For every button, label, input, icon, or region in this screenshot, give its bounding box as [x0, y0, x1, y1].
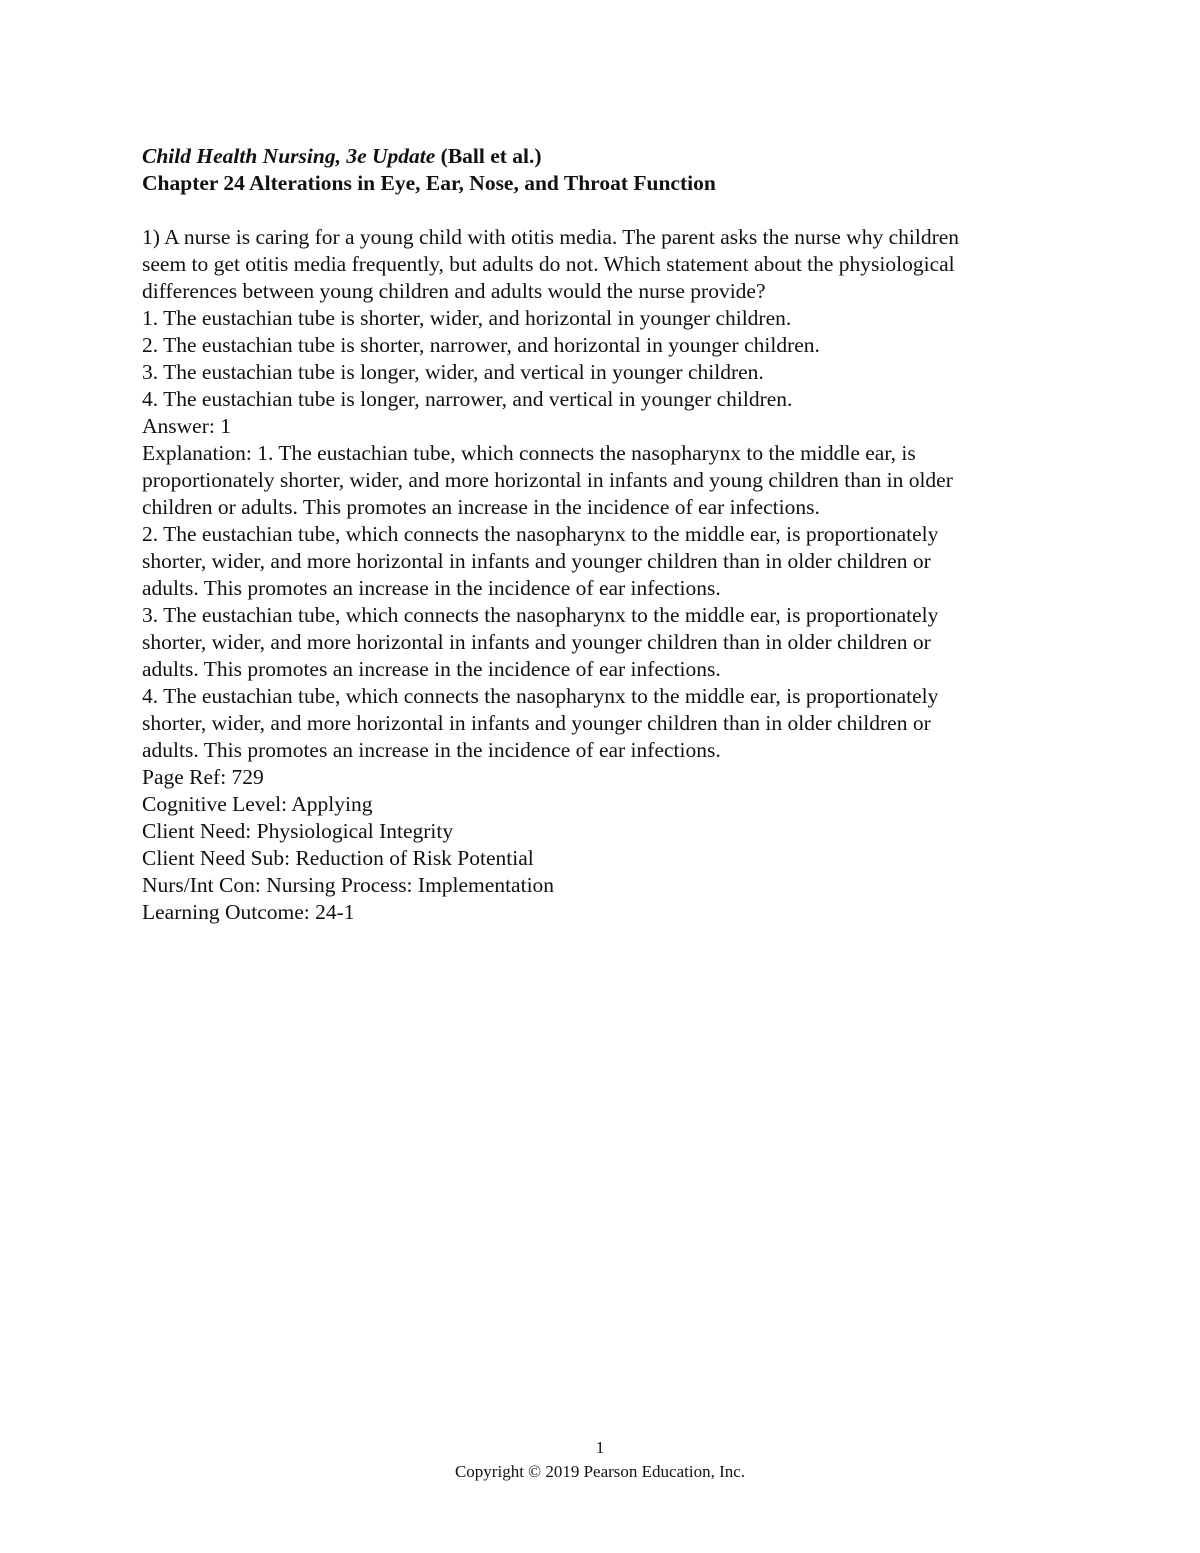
explanation	[142, 440, 1062, 764]
answer-options	[142, 305, 1062, 413]
explanation-line: 3. The eustachian tube, which connects the nasopharynx to the middle ear, is proportionately	[142, 603, 939, 627]
chapter-title: Chapter 24 Alterations in Eye, Ear, Nose, and Throat Function	[142, 171, 716, 195]
cognitive-level: Cognitive Level: Applying	[142, 792, 373, 816]
explanation-line: adults. This promotes an increase in the incidence of ear infections.	[142, 657, 721, 681]
explanation-line: shorter, wider, and more horizontal in infants and younger children than in older children or	[142, 549, 931, 573]
explanation-line: 4. The eustachian tube, which connects the nasopharynx to the middle ear, is proportionately	[142, 684, 939, 708]
page-ref: Page Ref: 729	[142, 765, 264, 789]
question-stem-line: differences between young children and adults would the nurse provide?	[142, 279, 766, 303]
question-stem-line: seem to get otitis media frequently, but adults do not. Which statement about the physiological	[142, 252, 955, 276]
question-stem	[142, 224, 1062, 305]
book-title: Child Health Nursing, 3e Update	[142, 144, 436, 168]
explanation-line: 2. The eustachian tube, which connects the nasopharynx to the middle ear, is proportionately	[142, 522, 939, 546]
page-number: 1	[595, 1438, 605, 1457]
explanation-line: Explanation: 1. The eustachian tube, which connects the nasopharynx to the middle ear, is	[142, 441, 916, 465]
answer-option-3: 3. The eustachian tube is longer, wider, and vertical in younger children.	[142, 360, 764, 384]
explanation-line: children or adults. This promotes an increase in the incidence of ear infections.	[142, 495, 820, 519]
spacer	[142, 197, 1062, 224]
explanation-line: adults. This promotes an increase in the incidence of ear infections.	[142, 576, 721, 600]
explanation-line: shorter, wider, and more horizontal in infants and younger children than in older children or	[142, 711, 931, 735]
page-content	[142, 143, 1062, 926]
nursing-concept: Nurs/Int Con: Nursing Process: Implementation	[142, 873, 555, 897]
answer-option-4: 4. The eustachian tube is longer, narrower, and vertical in younger children.	[142, 387, 793, 411]
explanation-line: shorter, wider, and more horizontal in infants and younger children than in older children or	[142, 630, 931, 654]
explanation-line: proportionately shorter, wider, and more horizontal in infants and young children than in older	[142, 468, 953, 492]
question-metadata	[142, 764, 1062, 926]
explanation-line: adults. This promotes an increase in the incidence of ear infections.	[142, 738, 721, 762]
book-title-line	[142, 143, 1062, 170]
copyright-notice: Copyright © 2019 Pearson Education, Inc.	[454, 1462, 746, 1481]
client-need: Client Need: Physiological Integrity	[142, 819, 454, 843]
question-stem-line: 1) A nurse is caring for a young child with otitis media. The parent asks the nurse why children	[142, 225, 960, 249]
answer-option-1: 1. The eustachian tube is shorter, wider, and horizontal in younger children.	[142, 306, 792, 330]
book-authors: (Ball et al.)	[435, 144, 542, 168]
learning-outcome: Learning Outcome: 24-1	[142, 900, 355, 924]
answer-option-2: 2. The eustachian tube is shorter, narrower, and horizontal in younger children.	[142, 333, 820, 357]
correct-answer: Answer: 1	[142, 414, 231, 438]
client-need-sub: Client Need Sub: Reduction of Risk Potential	[142, 846, 534, 870]
